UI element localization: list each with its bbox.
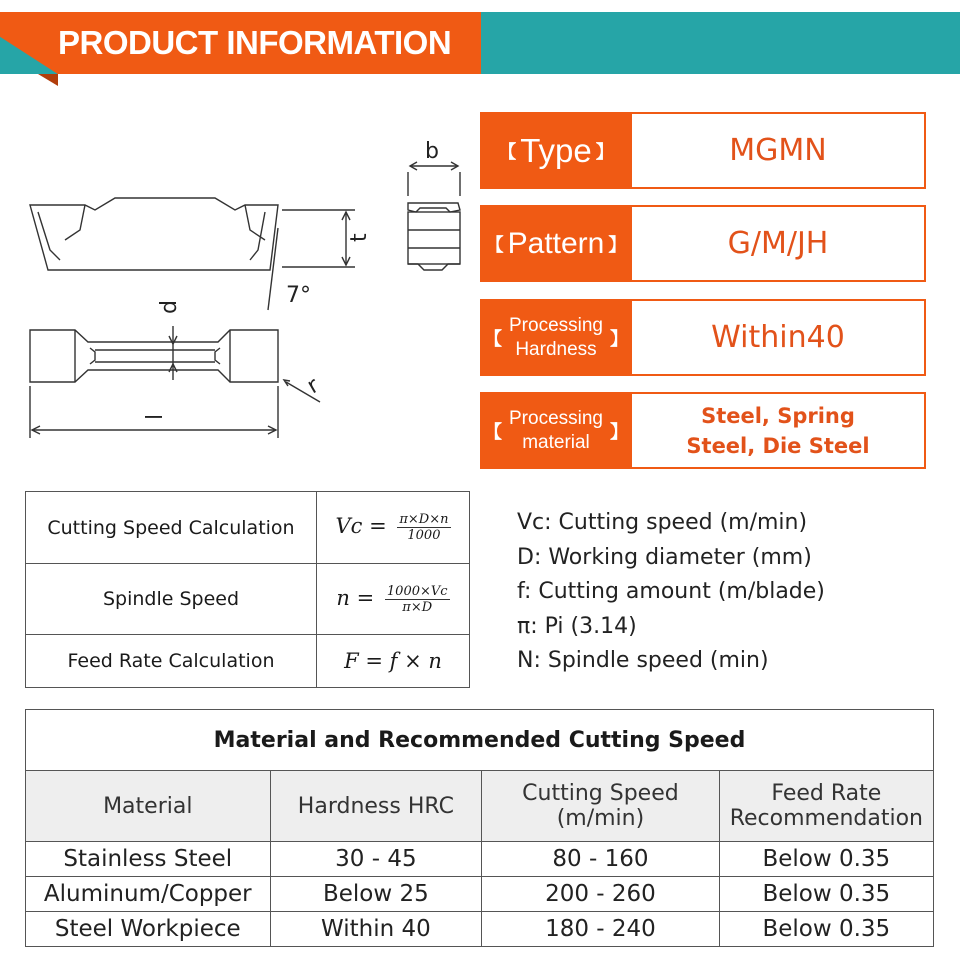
spec-value: G/M/JH <box>632 205 926 282</box>
table-cell: Stainless Steel <box>26 842 271 877</box>
legend-item: f: Cutting amount (m/blade) <box>517 579 825 604</box>
insert-diagram <box>20 130 470 450</box>
formula-expr: F = f × n <box>317 635 470 688</box>
cutting-speed-table <box>25 709 934 947</box>
bracket-open: 【 <box>484 328 502 349</box>
formula-numerator: π×D×n <box>399 512 449 527</box>
spec-row-hardness <box>480 299 926 376</box>
table-cell: Below 0.35 <box>719 877 933 912</box>
label-d: d <box>157 300 182 314</box>
spec-value: Within40 <box>632 299 926 376</box>
insert-side-view <box>408 203 460 212</box>
spec-value: MGMN <box>632 112 926 189</box>
formula-row <box>26 492 470 564</box>
legend-item: D: Working diameter (mm) <box>517 544 812 570</box>
legend-item: Vc: Cutting speed (m/min) <box>517 510 808 535</box>
spec-key-label: Type <box>520 131 592 169</box>
spec-row-type <box>480 112 926 189</box>
formula-denominator: π×D <box>402 599 433 615</box>
page-title: PRODUCT INFORMATION <box>58 24 452 61</box>
label-angle: 7° <box>286 283 311 308</box>
column-header: Hardness HRC <box>270 771 482 842</box>
table-cell: 180 - 240 <box>482 912 719 947</box>
formula-fraction <box>397 512 450 543</box>
bracket-close: 】 <box>610 328 628 349</box>
bracket-close: 】 <box>595 141 614 162</box>
table-cell: 200 - 260 <box>482 877 719 912</box>
formula-denominator: 1000 <box>407 528 441 543</box>
formula-expr <box>317 564 470 635</box>
column-header: Feed Rate Recommendation <box>719 771 933 842</box>
label-b: b <box>425 139 439 164</box>
table-cell: 80 - 160 <box>482 842 719 877</box>
formula-lhs: Vc = <box>335 514 387 538</box>
table-cell: Below 0.35 <box>719 912 933 947</box>
formula-numerator: 1000×Vc <box>386 583 448 599</box>
table-cell: Below 25 <box>270 877 482 912</box>
spec-key <box>480 299 632 376</box>
table-row <box>26 877 934 912</box>
bracket-open: 【 <box>484 421 502 442</box>
formula-name: Cutting Speed Calculation <box>26 492 317 564</box>
table-row <box>26 912 934 947</box>
legend-item: π: Pi (3.14) <box>517 613 637 639</box>
formula-row <box>26 635 470 688</box>
spec-key-label: Pattern <box>507 226 605 260</box>
column-header: Material <box>26 771 271 842</box>
spec-key <box>480 112 632 189</box>
formula-name: Feed Rate Calculation <box>26 635 317 688</box>
bracket-open: 【 <box>498 141 517 162</box>
label-r: r <box>303 373 324 400</box>
formula-expr <box>317 492 470 564</box>
table-cell: Aluminum/Copper <box>26 877 271 912</box>
bracket-close: 】 <box>610 421 628 442</box>
label-t: t <box>347 233 372 242</box>
table-cell: 30 - 45 <box>270 842 482 877</box>
spec-row-pattern <box>480 205 926 282</box>
variable-legend <box>517 506 825 679</box>
spec-key-label: Processing material <box>509 407 603 453</box>
spec-key <box>480 392 632 469</box>
insert-bottom-view <box>30 330 278 382</box>
spec-key-label: Processing Hardness <box>509 314 603 360</box>
header-fold <box>38 74 58 86</box>
formula-name: Spindle Speed <box>26 564 317 635</box>
formula-lhs: n = <box>336 585 375 610</box>
label-l: l <box>143 413 168 420</box>
table-cell: Below 0.35 <box>719 842 933 877</box>
formula-table <box>25 491 470 688</box>
table-row <box>26 842 934 877</box>
table-cell: Within 40 <box>270 912 482 947</box>
insert-top-view <box>30 198 278 270</box>
bracket-close: 】 <box>608 234 627 255</box>
formula-row <box>26 564 470 635</box>
spec-value: Steel, Spring Steel, Die Steel <box>632 392 926 469</box>
table-caption: Material and Recommended Cutting Speed <box>26 710 934 771</box>
formula-fraction <box>385 584 450 615</box>
bracket-open: 【 <box>485 234 504 255</box>
table-header-row <box>26 771 934 842</box>
table-cell: Steel Workpiece <box>26 912 271 947</box>
spec-key <box>480 205 632 282</box>
spec-row-material <box>480 392 926 469</box>
legend-item: N: Spindle speed (min) <box>517 648 769 673</box>
column-header: Cutting Speed (m/min) <box>482 771 719 842</box>
